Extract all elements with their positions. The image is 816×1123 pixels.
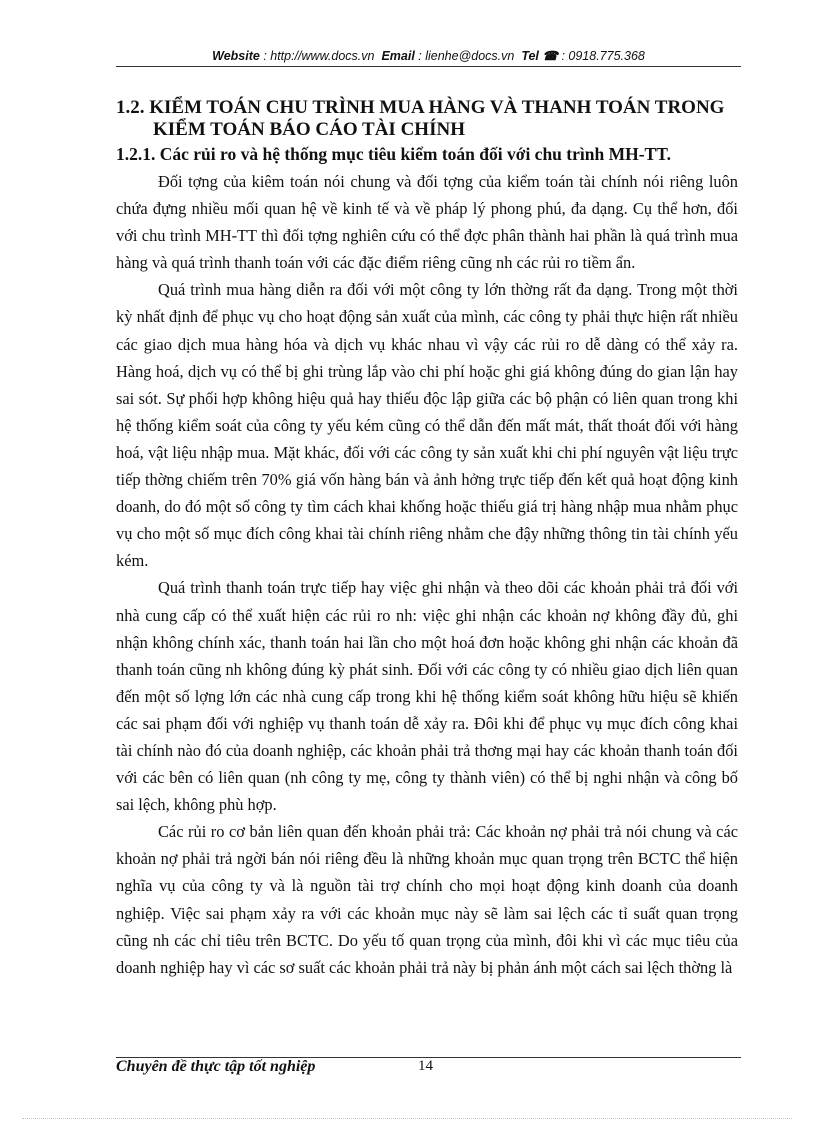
website-value[interactable]: : http://www.docs.vn xyxy=(263,49,375,63)
page-number: 14 xyxy=(418,1058,433,1074)
section-heading-line1: 1.2. KIỂM TOÁN CHU TRÌNH MUA HÀNG VÀ THANH TOÁN TRONG xyxy=(116,97,725,118)
section-heading-line2: KIỂM TOÁN BÁO CÁO TÀI CHÍNH xyxy=(153,119,465,140)
email-label: Email xyxy=(381,49,415,63)
website-label: Website xyxy=(212,49,260,63)
footer-title: Chuyên đề thực tập tốt nghiệp xyxy=(116,1058,316,1075)
body-text xyxy=(116,168,738,981)
page-bottom-border xyxy=(22,1118,792,1119)
paragraph: Các rủi ro cơ bản liên quan đến khoản phải trả: Các khoản nợ phải trả nói chung và các khoản nợ phải trả ngời bán nói riêng đều là những khoản mục quan trọng trên BCTC thể hiện nghĩa vụ của công ty và là nguồn tài trợ chính cho mọi hoạt động kinh doanh của doanh nghiệp. Việc sai phạm xảy ra với các khoản mục này sẽ làm sai lệch các tỉ suất quan trọng cũng nh các chỉ tiêu trên BCTC. Do yếu tố quan trọng của mình, đôi khi vì các mục tiêu của doanh nghiệp hay vì các sơ suất các khoản phải trả này bị phản ánh một cách sai lệch thờng là xyxy=(116,822,738,977)
paragraph: Đối tợng của kiêm toán nói chung và đối tợng của kiểm toán tài chính nói riêng luôn chứa đựng nhiều mối quan hệ về kinh tế và về pháp lý phong phú, đa dạng. Cụ thể hơn, đối với chu trình MH-TT thì đối tợng nghiên cứu có thể đợc phân thành hai phần là quá trình mua hàng và quá trình thanh toán với các đặc điểm riêng cũng nh các rủi ro tiềm ẩn. xyxy=(116,172,738,273)
paragraph: Quá trình mua hàng diễn ra đối với một công ty lớn thờng rất đa dạng. Trong một thời kỳ nhất định để phục vụ cho hoạt động sản xuất của mình, các công ty phải thực hiện rất nhiều các giao dịch mua hàng hóa và dịch vụ khác nhau vì vậy các rủi ro dễ dàng có thể xảy ra. Hàng hoá, dịch vụ có thể bị ghi trùng lắp vào chi phí hoặc ghi giá không đúng do gian lận hay sai sót. Sự phối hợp không hiệu quả hay thiếu độc lập giữa các bộ phận có liên quan trong khi hệ thống kiểm soát của công ty yếu kém cũng có thể dẫn đến mất mát, thất thoát đối với hàng hoá, vật liệu nhập mua. Mặt khác, đối với các công ty sản xuất khi chi phí nguyên vật liệu trực tiếp thờng chiếm trên 70% giá vốn hàng bán và ảnh hởng trực tiếp đến kết quả hoạt động kinh doanh, do đó một số công ty tìm cách khai khống hoặc thiếu giá trị hàng nhập mua nhằm phục vụ cho một số mục đích công khai tài chính riêng nhằm che đậy những thông tin tài chính yếu kém. xyxy=(116,280,738,571)
tel-label: Tel ☎ xyxy=(521,49,558,63)
subsection-heading: 1.2.1. Các rủi ro và hệ thống mục tiêu kiểm toán đối với chu trình MH-TT. xyxy=(116,144,671,164)
tel-value: : 0918.775.368 xyxy=(561,49,645,63)
section-heading xyxy=(116,97,756,141)
paragraph: Quá trình thanh toán trực tiếp hay việc ghi nhận và theo dõi các khoản phải trả đối với nhà cung cấp có thể xuất hiện các rủi ro nh: việc ghi nhận các khoản nợ không đầy đủ, ghi nhận không chính xác, thanh toán hai lần cho một hoá đơn hoặc không ghi nhận các khoản đã thanh toán cũng nh không đúng kỳ phát sinh. Đối với các công ty có nhiều giao dịch liên quan đến một số lợng lớn các nhà cung cấp trong khi hệ thống kiểm soát không hữu hiệu sẽ khiến các sai phạm đối với nghiệp vụ thanh toán dễ xảy ra. Đôi khi để phục vụ mục đích công khai tài chính nào đó của doanh nghiệp, các khoản phải trả thơng mại hay các khoản thanh toán đối với các bên có liên quan (nh công ty mẹ, công ty thành viên) có thể bị nghi nhận và công bố sai lệch, không phù hợp. xyxy=(116,578,738,815)
header-divider xyxy=(116,66,741,67)
email-value[interactable]: : lienhe@docs.vn xyxy=(418,49,515,63)
page-header xyxy=(116,48,741,63)
